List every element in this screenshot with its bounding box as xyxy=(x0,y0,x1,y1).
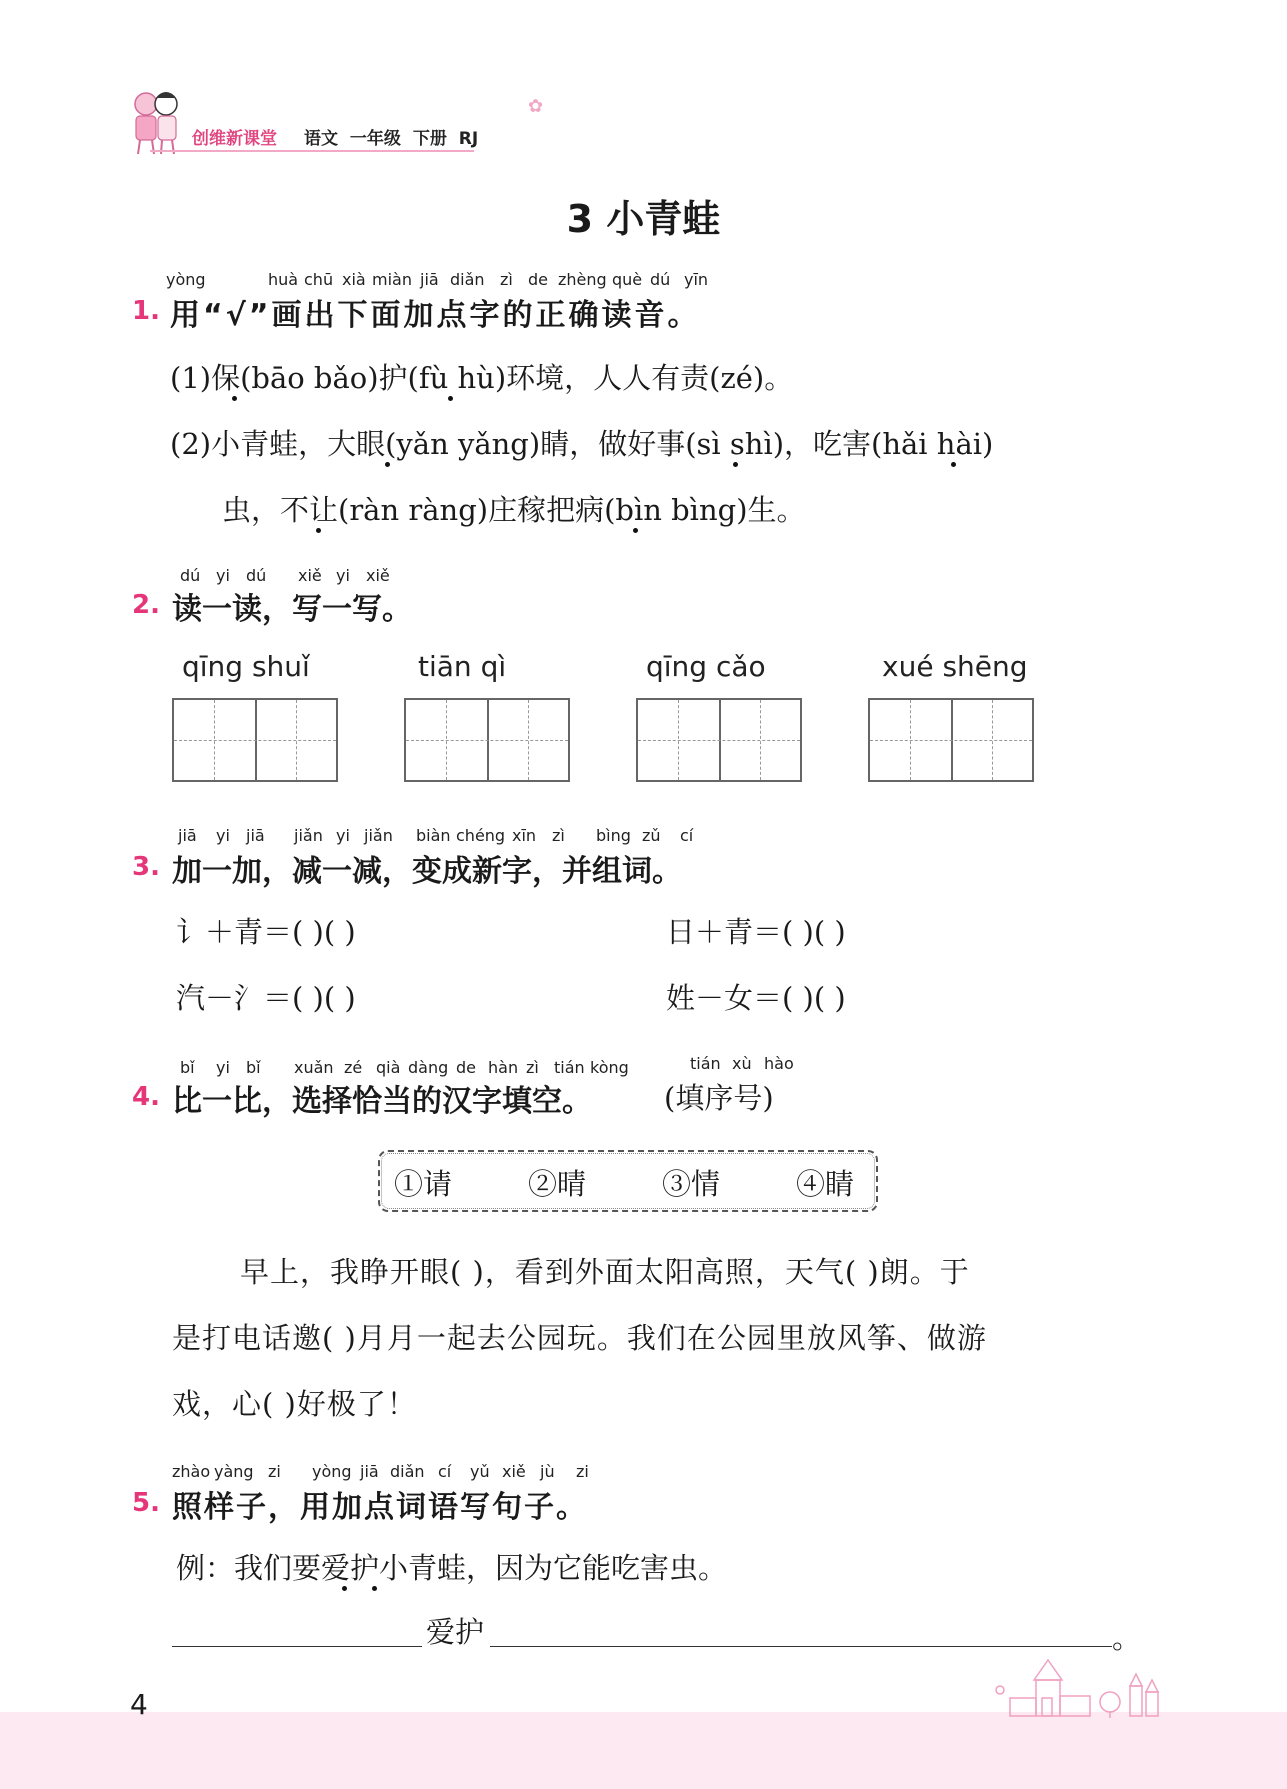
q3-pinyin-7: chéng xyxy=(456,826,506,845)
q2-pinyin-4: yi xyxy=(336,566,350,585)
question-1-text: 用“√”画出下面加点字的正确读音。 xyxy=(170,298,701,333)
q3-row-2-right[interactable]: 姓－女＝( )( ) xyxy=(666,981,846,1015)
q4-pinyin-3: xuǎn xyxy=(294,1058,334,1077)
q4-pinyin-7: de xyxy=(456,1058,476,1077)
question-5-number: 5. xyxy=(132,1488,160,1518)
q1-item-1: (1)保(bāo bǎo)护(fù hù)环境，人人有责(zé)。 xyxy=(170,361,794,395)
q5-pinyin-0: zhào xyxy=(172,1462,211,1481)
q4-pinyin-11: kòng xyxy=(590,1058,629,1077)
page-number: 4 xyxy=(130,1688,148,1721)
q2-pinyin-5: xiě xyxy=(366,566,390,585)
question-4-suffix: (填序号) xyxy=(664,1081,774,1115)
q1-item-2-continued: 虫，不让(ràn ràng)庄稼把病(bìn bìng)生。 xyxy=(222,493,806,527)
q3-pinyin-9: zì xyxy=(552,826,565,845)
q2-pinyin-3: xiě xyxy=(298,566,322,585)
option-1: ①请 xyxy=(394,1167,453,1201)
emphasis-dot xyxy=(232,396,237,401)
q5-pinyin-3: yòng xyxy=(312,1462,352,1481)
q4-suffix-pinyin-2: hào xyxy=(764,1054,794,1073)
q2-pinyin-2: dú xyxy=(246,566,267,585)
q5-pinyin-6: cí xyxy=(438,1462,452,1481)
q2-pinyin-1: yi xyxy=(216,566,230,585)
q3-pinyin-12: cí xyxy=(680,826,694,845)
q3-row-1-right[interactable]: 日＋青＝( )( ) xyxy=(666,915,846,949)
q3-pinyin-2: jiā xyxy=(246,826,265,845)
q2-pinyin-0: dú xyxy=(180,566,201,585)
question-2-text: 读一读，写一写。 xyxy=(172,592,412,627)
q1-pinyin-3: xià xyxy=(342,270,366,289)
emphasis-dot xyxy=(342,1586,347,1591)
q3-row-2-left[interactable]: 汽－氵＝( )( ) xyxy=(176,981,356,1015)
q3-pinyin-5: jiǎn xyxy=(364,826,393,845)
q4-pinyin-9: zì xyxy=(526,1058,539,1077)
q4-suffix-pinyin-0: tián xyxy=(690,1054,721,1073)
q4-pinyin-4: zé xyxy=(344,1058,363,1077)
q2-word-3: xué shēng xyxy=(882,650,1028,683)
tianzige-writing-box[interactable] xyxy=(636,698,802,782)
q1-pinyin-7: zì xyxy=(500,270,513,289)
q2-word-1: tiān qì xyxy=(418,650,507,683)
q1-pinyin-2: chū xyxy=(304,270,334,289)
question-3-number: 3. xyxy=(132,852,160,882)
question-2-number: 2. xyxy=(132,590,160,620)
q4-passage-line-2[interactable]: 是打电话邀( )月月一起去公园玩。我们在公园里放风筝、做游 xyxy=(172,1321,987,1355)
q5-pinyin-9: jù xyxy=(540,1462,555,1481)
answer-blank-after[interactable] xyxy=(490,1646,1112,1647)
q5-pinyin-2: zi xyxy=(268,1462,281,1481)
emphasis-dot xyxy=(733,462,738,467)
q1-pinyin-12: yīn xyxy=(684,270,709,289)
header-subject: 语文 一年级 下册 RJ xyxy=(304,129,479,149)
q4-pinyin-0: bǐ xyxy=(180,1058,195,1077)
q5-pinyin-4: jiā xyxy=(360,1462,379,1481)
emphasis-dot xyxy=(372,1586,377,1591)
q3-pinyin-10: bìng xyxy=(596,826,631,845)
option-4: ④睛 xyxy=(796,1167,855,1201)
q4-pinyin-1: yi xyxy=(216,1058,230,1077)
q4-pinyin-5: qià xyxy=(376,1058,401,1077)
q2-word-0: qīng shuǐ xyxy=(182,650,310,683)
castle-illustration xyxy=(990,1650,1170,1720)
answer-blank-before[interactable] xyxy=(172,1646,422,1647)
q3-pinyin-0: jiā xyxy=(178,826,197,845)
q4-passage-line-1[interactable]: 早上，我睁开眼( )，看到外面太阳高照，天气( )朗。于 xyxy=(240,1255,970,1289)
lesson-title: 3 小青蛙 xyxy=(566,197,721,241)
header-divider xyxy=(150,150,474,152)
q1-pinyin-5: jiā xyxy=(420,270,439,289)
emphasis-dot xyxy=(316,528,321,533)
q1-item-2: (2)小青蛙，大眼(yǎn yǎng)睛，做好事(sì shì)，吃害(hǎi hài) xyxy=(170,427,994,461)
q5-pinyin-1: yàng xyxy=(214,1462,254,1481)
q4-pinyin-8: hàn xyxy=(488,1058,519,1077)
q1-pinyin-0: yòng xyxy=(166,270,206,289)
q5-pinyin-7: yǔ xyxy=(470,1462,490,1481)
kids-logo-illustration xyxy=(126,86,188,156)
emphasis-dot xyxy=(448,396,453,401)
q1-pinyin-1: huà xyxy=(268,270,299,289)
q5-answer-word: 爱护 xyxy=(426,1615,485,1649)
tianzige-writing-box[interactable] xyxy=(868,698,1034,782)
q2-word-2: qīng cǎo xyxy=(646,650,766,683)
q4-passage-line-3[interactable]: 戏，心( )好极了！ xyxy=(172,1387,417,1421)
tianzige-writing-box[interactable] xyxy=(404,698,570,782)
q5-end-mark: 。 xyxy=(1112,1621,1142,1655)
option-2: ②晴 xyxy=(528,1167,587,1201)
question-1-number: 1. xyxy=(132,296,160,326)
q1-pinyin-10: què xyxy=(612,270,643,289)
q3-pinyin-8: xīn xyxy=(512,826,537,845)
header-brand: 创维新课堂 xyxy=(192,129,277,149)
flower-icon: ✿ xyxy=(528,96,544,117)
q3-row-1-left[interactable]: 讠＋青＝( )( ) xyxy=(176,915,356,949)
question-4-number: 4. xyxy=(132,1082,160,1112)
q5-pinyin-5: diǎn xyxy=(390,1462,425,1481)
q5-pinyin-8: xiě xyxy=(502,1462,526,1481)
q3-pinyin-4: yi xyxy=(336,826,350,845)
q1-pinyin-9: zhèng xyxy=(558,270,607,289)
q1-pinyin-11: dú xyxy=(650,270,671,289)
q1-pinyin-4: miàn xyxy=(372,270,412,289)
q3-pinyin-6: biàn xyxy=(416,826,451,845)
q4-pinyin-10: tián xyxy=(554,1058,585,1077)
q3-pinyin-11: zǔ xyxy=(642,826,661,845)
q3-pinyin-1: yi xyxy=(216,826,230,845)
q3-pinyin-3: jiǎn xyxy=(294,826,323,845)
q4-pinyin-6: dàng xyxy=(408,1058,449,1077)
emphasis-dot xyxy=(385,462,390,467)
emphasis-dot xyxy=(633,528,638,533)
question-5-text: 照样子，用加点词语写句子。 xyxy=(172,1490,588,1525)
question-4-text: 比一比，选择恰当的汉字填空。 xyxy=(172,1084,592,1119)
option-3: ③情 xyxy=(662,1167,721,1201)
question-3-text: 加一加，减一减，变成新字，并组词。 xyxy=(172,854,682,889)
q1-pinyin-8: de xyxy=(528,270,548,289)
q1-pinyin-6: diǎn xyxy=(450,270,485,289)
tianzige-writing-box[interactable] xyxy=(172,698,338,782)
q4-pinyin-2: bǐ xyxy=(246,1058,261,1077)
q5-pinyin-10: zi xyxy=(576,1462,589,1481)
emphasis-dot xyxy=(951,462,956,467)
footer-band xyxy=(0,1712,1287,1789)
q5-example: 例：我们要爱护小青蛙，因为它能吃害虫。 xyxy=(176,1551,728,1585)
q4-suffix-pinyin-1: xù xyxy=(732,1054,752,1073)
